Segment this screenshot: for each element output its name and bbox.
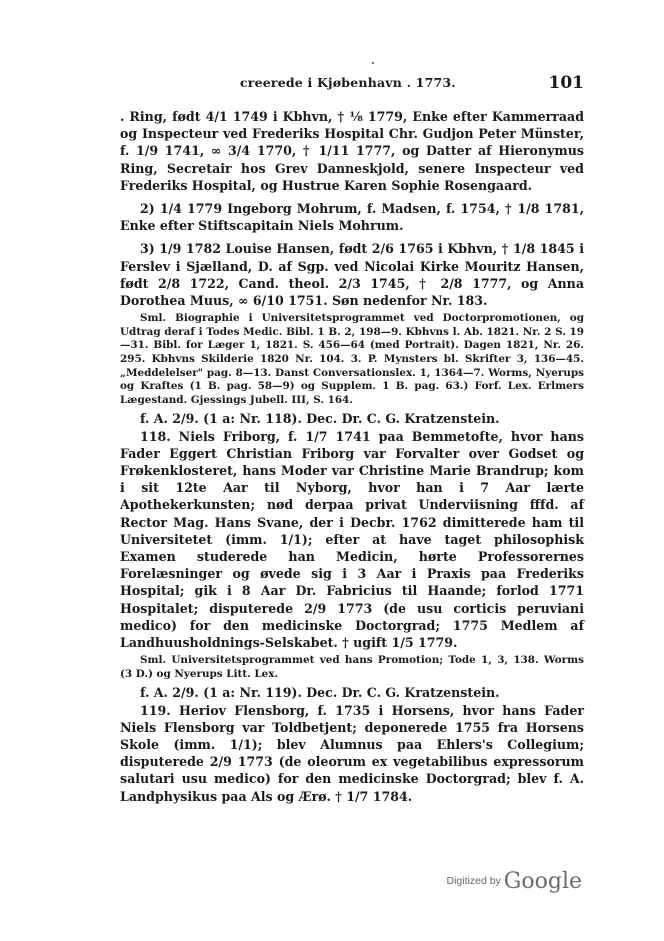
dissertation-line-119: f. A. 2/9. (1 a: Nr. 119). Dec. Dr. C. G. Kratzenstein. bbox=[140, 685, 500, 701]
entry-119-flensborg: 119. Heriov Flensborg, f. 1735 i Horsens, hvor hans Fader Niels Flensborg var Toldbetjent; deponerede 1755 fra Horsens Skole (imm. 1/1); blev Alumnus paa Ehlers's Collegium; disputerede 2/9 1773 (de oleorum ex vegetabilibus expressorum salutari usu medico) for den medicinske Doctorgrad; blev f. A. Landphysikus paa Als og Ærø. † 1/7 1784. bbox=[120, 702, 584, 804]
paragraph-marriage-3: 3) 1/9 1782 Louise Hansen, født 2/6 1765 i Kbhvn, † 1/8 1845 i Ferslev i Sjælland, D. af Sgp. ved Nicolai Kirke Mouritz Hansen, født 2/8 1722, Cand. theol. 2/3 1745, † 2/8 1777, og Anna Dorothea Muus, ∞ 6/10 1751. Søn nedenfor Nr. 183. bbox=[120, 241, 584, 309]
page-header bbox=[120, 73, 584, 95]
paragraph-marriage-2: 2) 1/4 1779 Ingeborg Mohrum, f. Madsen, f. 1754, † 1/8 1781, Enke efter Stiftscapitain Niels Mohrum. bbox=[120, 201, 584, 234]
running-title: creerede i Kjøbenhavn . 1773. bbox=[240, 75, 456, 90]
digitized-watermark bbox=[447, 869, 582, 894]
digitized-label: Digitized by bbox=[446, 875, 501, 887]
entry-118-friborg: 118. Niels Friborg, f. 1/7 1741 paa Bemmetofte, hvor hans Fader Eggert Christian Friborg var Forvalter over Godset og Frøkenklosteret, hans Moder var Christine Marie Brandrup; kom i sit 12te Aar til Nyborg, hvor han i 7 Aar lærte Apothekerkunsten; nød derpaa privat Underviisning fffd. af Rector Mag. Hans Svane, der i Decbr. 1762 dimitterede ham til Universitetet (imm. 1/1); efter at have taget philosophisk Examen studerede han Medicin, hørte Professorernes Forelæsninger og øvede sig i 3 Aar i Praxis paa Frederiks Hospital; gik i 8 Aar Dr. Fabricius til Haande; forlod 1771 Hospitalet; disputerede 2/9 1773 (de usu corticis peruviani medico) for den medicinske Doctorgrad; 1775 Medlem af Landhuusholdnings-Selskabet. † ugift 1/5 1779. bbox=[120, 428, 584, 651]
page-body bbox=[120, 108, 584, 805]
references-118: Sml. Universitetsprogrammet ved hans Promotion; Tode 1, 3, 138. Worms (3 D.) og Nyerups Litt. Lex. bbox=[120, 654, 584, 680]
page-number: 101 bbox=[548, 73, 584, 93]
google-logo: Google bbox=[503, 869, 582, 894]
page-speck bbox=[372, 62, 374, 64]
references-note: Sml. Biographie i Universitetsprogrammet ved Doctorpromotionen, og Udtrag deraf i Todes Medic. Bibl. 1 B. 2, 198—9. Kbhvns l. Ab. 1821. Nr. 2 S. 19—31. Bibl. for Læger 1, 1821. S. 456—64 (med Portrait). Dagen 1821, Nr. 26. 295. Kbhvns Skilderie 1820 Nr. 104. 3. P. Mynsters bl. Skrifter 3, 136—45. „Meddelelser" pag. 8—13. Danst Conversationslex. 1, 1364—7. Worms, Nyerups og Kraftes (1 B. pag. 58—9) og Supplem. 1 B. pag. 63.) Forf. Lex. Erlmers Lægestand. Gjessings Jubell. III, S. 164. bbox=[120, 312, 584, 406]
dissertation-line-118: f. A. 2/9. (1 a: Nr. 118). Dec. Dr. C. G. Kratzenstein. bbox=[140, 411, 500, 427]
paragraph-ring: . Ring, født 4/1 1749 i Kbhvn, † ⅛ 1779, Enke efter Kammerraad og Inspecteur ved Frederiks Hospital Chr. Gudjon Peter Münster, f. 1/9 1741, ∞ 3/4 1770, † 1/11 1777, og Datter af Hieronymus Ring, Secretair hos Grev Danneskjold, senere Inspecteur ved Frederiks Hospital, og Hustrue Karen Sophie Rosengaard. bbox=[120, 109, 584, 193]
